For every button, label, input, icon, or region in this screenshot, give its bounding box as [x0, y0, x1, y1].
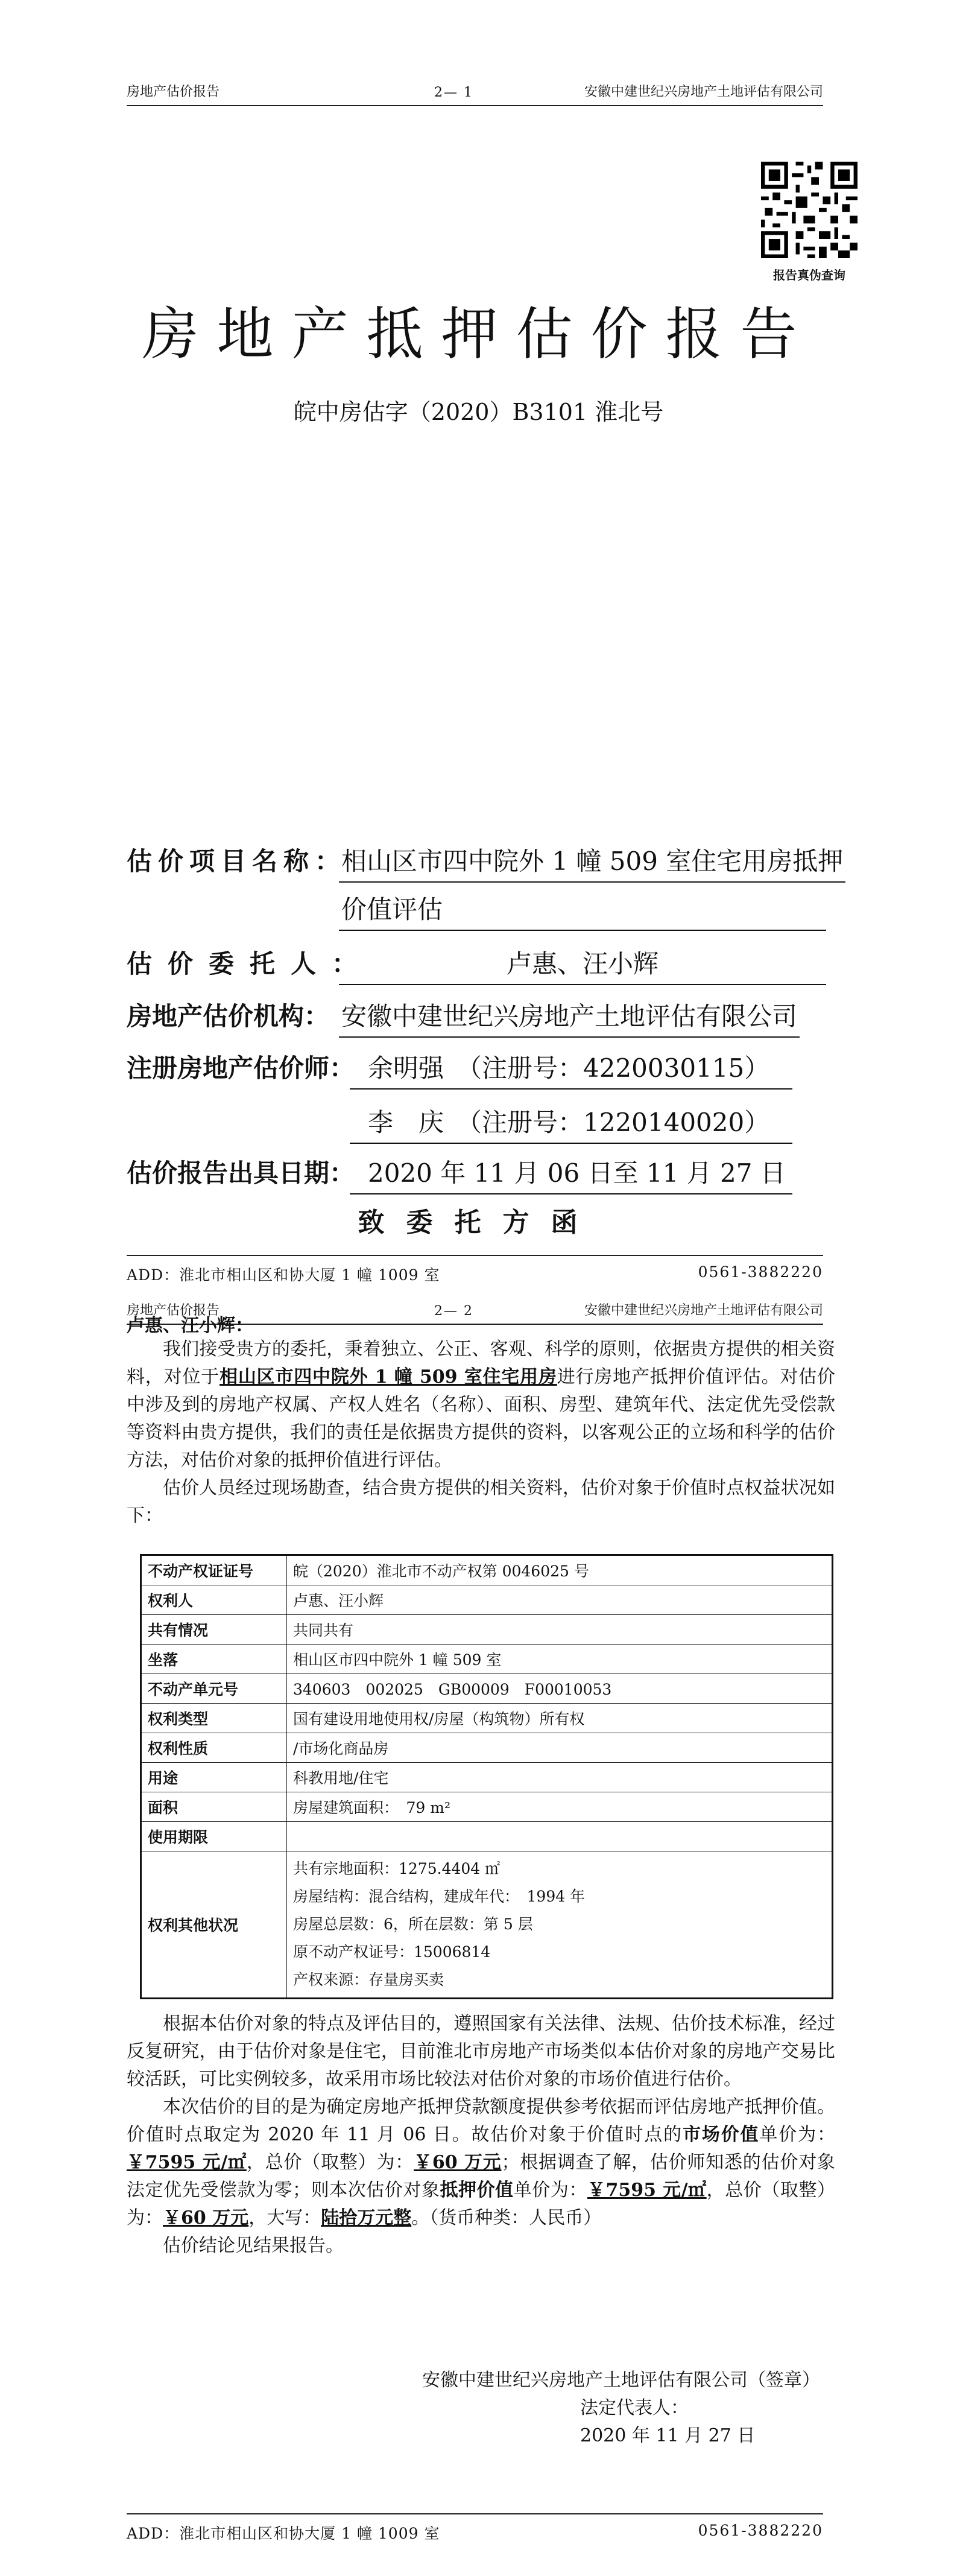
row-key: 权利其他状况: [141, 1851, 287, 1999]
issue-date-label: 估价报告出具日期：: [127, 1158, 355, 1188]
report-title: 房地产抵押估价报告: [142, 302, 815, 367]
row-key: 使用期限: [141, 1822, 287, 1851]
qr-code-icon[interactable]: [761, 162, 858, 258]
row-key: 权利人: [141, 1585, 287, 1615]
row-value: 共同共有: [287, 1615, 833, 1645]
footer-phone: 0561-3882220: [698, 2522, 823, 2539]
table-row: [141, 1585, 833, 1615]
header-company: 安徽中建世纪兴房地产土地评估有限公司: [584, 1303, 823, 1318]
table-row: [141, 1792, 833, 1822]
row-value: 科教用地/住宅: [287, 1763, 833, 1792]
row-value: 国有建设用地使用权/房屋（构筑物）所有权: [287, 1704, 833, 1733]
row-key: 不动产单元号: [141, 1674, 287, 1704]
amount-in-words: 陆拾万元整: [321, 2207, 412, 2229]
row-key: 权利性质: [141, 1733, 287, 1763]
agency-row: [127, 997, 838, 1033]
mortgage-unit-price: ￥7595 元/㎡: [587, 2180, 707, 2201]
report-number: 皖中房估字（2020）B3101 淮北号: [293, 399, 664, 425]
agency-label: 房地产估价机构：: [127, 1001, 330, 1031]
paragraph-2: 估价人员经过现场勘查，结合贵方提供的相关资料，估价对象于价值时点权益状况如下：: [127, 1477, 835, 1526]
table-row: [141, 1763, 833, 1792]
row-value: /市场化商品房: [287, 1733, 833, 1763]
row-value: 皖（2020）淮北市不动产权第 0046025 号: [287, 1555, 833, 1585]
letter-conclusion: [127, 2010, 835, 2260]
table-row: [141, 1674, 833, 1704]
page-header: [127, 83, 823, 106]
row-key: 共有情况: [141, 1615, 287, 1645]
appraiser-1: 余明强 （注册号：4220030115）: [350, 1048, 792, 1090]
row-key: 用途: [141, 1763, 287, 1792]
footer-address: ADD：淮北市相山区和协大厦 1 幢 1009 室: [127, 1266, 440, 1284]
signature-representative: 法定代表人：: [580, 2397, 689, 2419]
header-page-number: 2— 2: [434, 1304, 473, 1319]
letter-intro: [127, 1336, 835, 1530]
table-row: [141, 1822, 833, 1851]
row-key: 面积: [141, 1792, 287, 1822]
mortgage-value-term: 抵押价值: [440, 2180, 514, 2201]
other-status-line: 房屋总层数：6，所在层数：第 5 层: [293, 1915, 533, 1933]
project-name-line2: 价值评估: [339, 890, 826, 931]
appraiser-2: 李 庆 （注册号：1220140020）: [350, 1103, 792, 1144]
header-doc-type: 房地产估价报告: [127, 84, 220, 100]
footer-phone: 0561-3882220: [698, 1263, 823, 1281]
other-status-line: 房屋结构：混合结构，建成年代： 1994 年: [293, 1888, 586, 1905]
row-value: [287, 1822, 833, 1851]
page-footer: [127, 1255, 823, 1287]
signature-date: 2020 年 11 月 27 日: [580, 2425, 756, 2446]
row-value: 卢惠、汪小辉: [287, 1585, 833, 1615]
client-value: 卢惠、汪小辉: [339, 944, 826, 985]
mortgage-total-price: ￥60 万元: [163, 2207, 249, 2229]
table-row-other: [141, 1851, 833, 1999]
signature-company: 安徽中建世纪兴房地产土地评估有限公司（签章）: [422, 2370, 820, 2391]
row-value: 340603 002025 GB00009 F00010053: [287, 1674, 833, 1704]
project-name-label: 估价项目名称：: [127, 846, 347, 876]
table-row: [141, 1733, 833, 1763]
market-value-term: 市场价值: [682, 2124, 760, 2145]
qr-code-label: 报告真伪查询: [773, 268, 845, 282]
rights-table: [140, 1554, 833, 1999]
row-value: 相山区市四中院外 1 幢 509 室: [287, 1645, 833, 1674]
project-name-row: [127, 842, 844, 924]
salutation: 卢惠、汪小辉：: [127, 1315, 253, 1336]
table-row: [141, 1645, 833, 1674]
row-key: 权利类型: [141, 1704, 287, 1733]
footer-address: ADD：淮北市相山区和协大厦 1 幢 1009 室: [127, 2525, 440, 2542]
issue-date-row: [127, 1153, 838, 1190]
table-row: [141, 1704, 833, 1733]
row-key: 不动产权证证号: [141, 1555, 287, 1585]
project-name-line1: 相山区市四中院外 1 幢 509 室住宅用房抵押: [339, 842, 845, 883]
header-company: 安徽中建世纪兴房地产土地评估有限公司: [584, 84, 823, 100]
paragraph-3: 根据本估价对象的特点及评估目的，遵照国家有关法律、法规、估价技术标准，经过反复研究，由于估价对象是住宅，目前淮北市房地产市场类似本估价对象的房地产交易比较活跃，可比实例较多，故采用市场比较法对估价对象的市场价值进行估价。: [127, 2013, 835, 2090]
table-row: [141, 1615, 833, 1645]
other-status-line: 产权来源：存量房买卖: [293, 1971, 444, 1988]
header-doc-type: 房地产估价报告: [127, 1303, 220, 1318]
client-label: 估价委托人：: [127, 949, 373, 979]
market-unit-price: ￥7595 元/㎡: [127, 2152, 247, 2173]
appraiser-label: 注册房地产估价师：: [127, 1053, 355, 1083]
agency-value: 安徽中建世纪兴房地产土地评估有限公司: [339, 997, 800, 1038]
market-total-price: ￥60 万元: [414, 2152, 502, 2173]
property-address: 相山区市四中院外 1 幢 509 室住宅用房: [220, 1366, 557, 1388]
client-row: [127, 944, 838, 980]
paragraph-5: 估价结论见结果报告。: [163, 2235, 344, 2256]
appraiser-row: [127, 1048, 838, 1137]
row-key: 坐落: [141, 1645, 287, 1674]
other-status-line: 共有宗地面积：1275.4404 ㎡: [293, 1860, 501, 1877]
paragraph-1: 我们接受贵方的委托，秉着独立、公正、客观、科学的原则，依据贵方提供的相关资料，对位于相山区市四中院外 1 幢 509 室住宅用房进行房地产抵押价值评估。对估价中涉及到的房地产权属、产权人姓名（名称）、面积、房型、建筑年代、法定优先受偿款等资料由贵方提供，我们的责任是依据贵方提供的资料，以客观公正的立场和科学的估价方法，对估价对象的抵押价值进行评估。: [127, 1339, 836, 1471]
page-footer: [127, 2513, 823, 2546]
row-value: 房屋建筑面积： 79 m²: [287, 1792, 833, 1822]
letter-title: 致委托方函: [358, 1207, 599, 1238]
header-page-number: 2— 1: [434, 85, 473, 100]
row-value-other: [287, 1851, 833, 1999]
issue-date-value: 2020 年 11 月 06 日至 11 月 27 日: [350, 1153, 792, 1194]
paragraph-4: 本次估价的目的是为确定房地产抵押贷款额度提供参考依据而评估房地产抵押价值。价值时点取定为 2020 年 11 月 06 日。故估价对象于价值时点的市场价值单价为：￥7595 元/㎡，总价（取整）为：￥60 万元；根据调查了解，估价师知悉的估价对象法定优先受偿款为零；则本次估价对象抵押价值单价为：￥7595 元/㎡，总价（取整）为：￥60 万元，大写：陆拾万元整。（货币种类：人民币）: [127, 2096, 836, 2229]
other-status-line: 原不动产权证号：15006814: [293, 1943, 491, 1961]
table-row: [141, 1555, 833, 1585]
